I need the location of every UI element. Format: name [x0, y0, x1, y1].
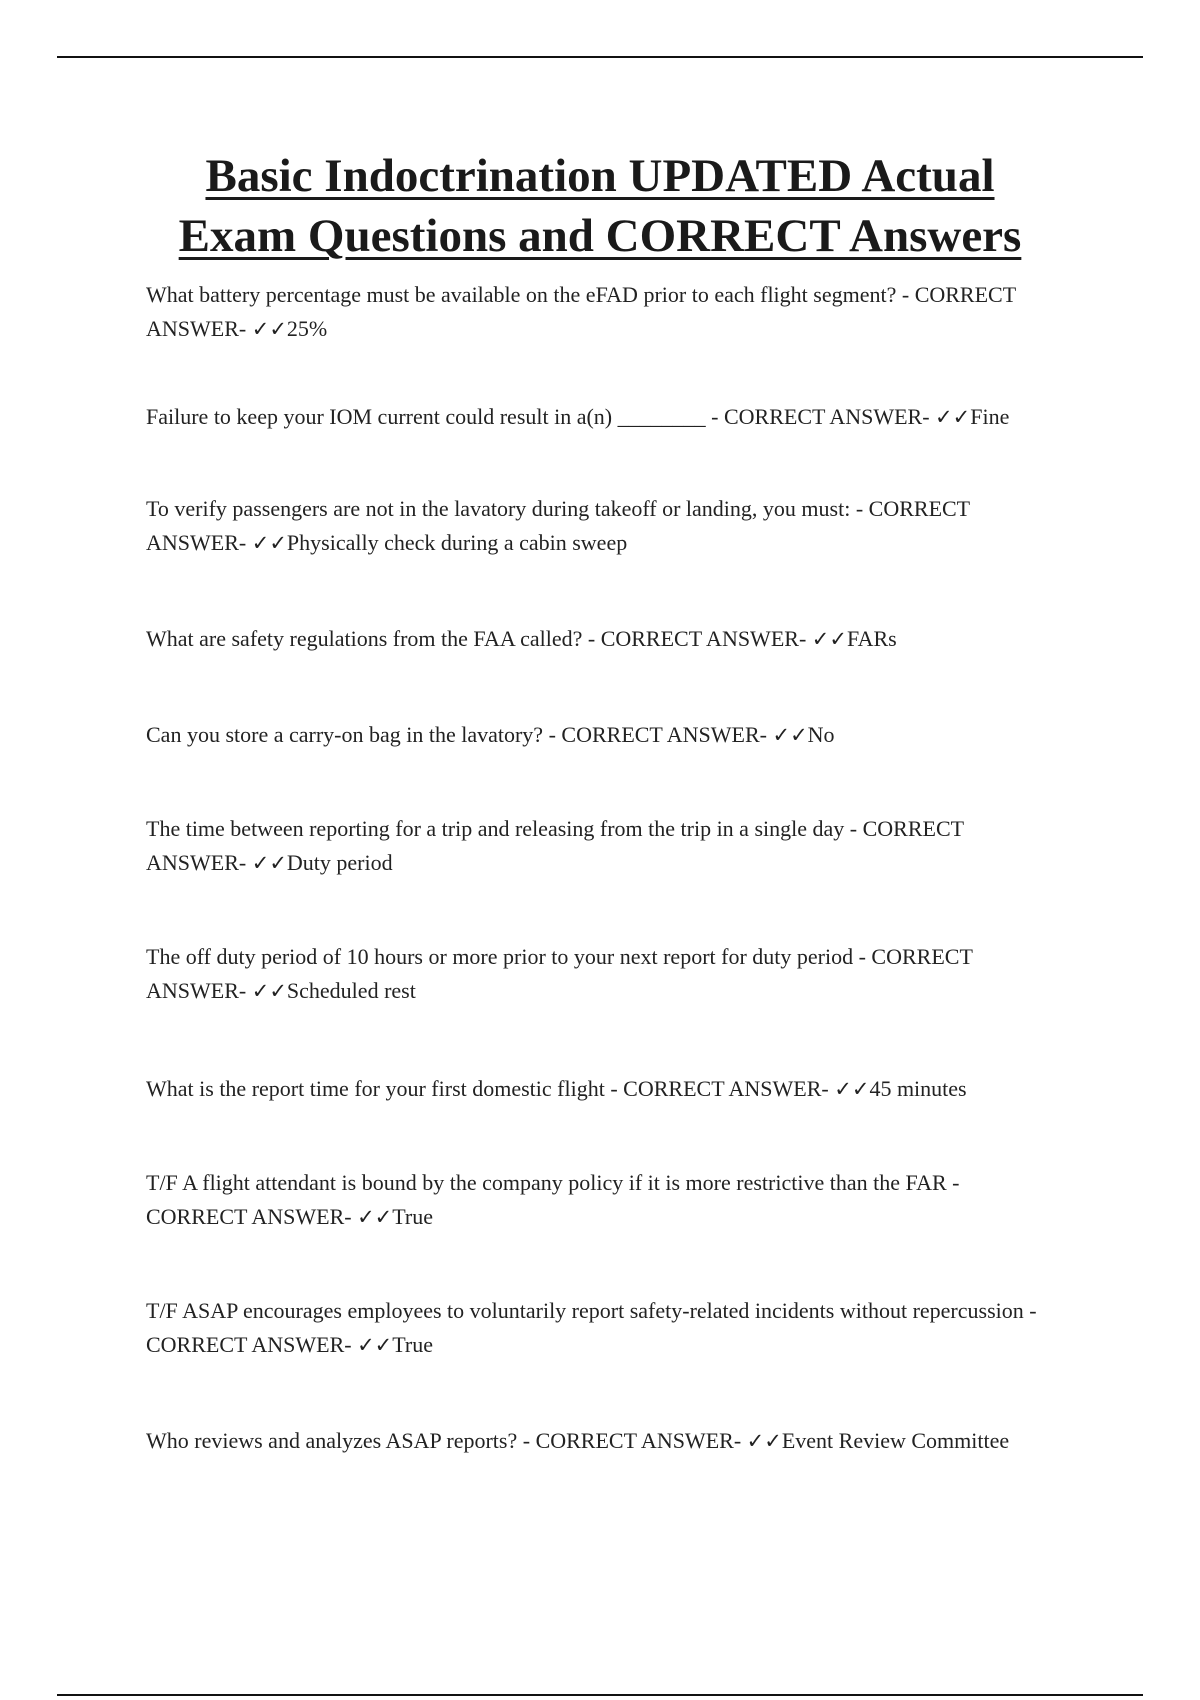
answer-separator: - CORRECT ANSWER- — [146, 496, 975, 555]
question-text: The time between reporting for a trip and releasing from the trip in a single day — [146, 816, 845, 841]
answer-text: Duty period — [286, 850, 393, 875]
check-marks-icon: ✓✓ — [811, 627, 847, 651]
answer-separator: - CORRECT ANSWER- — [582, 626, 812, 651]
answer-separator: - CORRECT ANSWER- — [146, 816, 968, 875]
answer-text: 45 minutes — [869, 1076, 967, 1101]
answer-separator: - CORRECT ANSWER- — [517, 1428, 747, 1453]
answer-separator: - CORRECT ANSWER- — [146, 282, 1021, 341]
check-marks-icon: ✓✓ — [251, 851, 287, 875]
qa-item — [146, 278, 1066, 346]
check-marks-icon: ✓✓ — [357, 1205, 393, 1229]
top-rule — [57, 56, 1143, 58]
answer-text: Physically check during a cabin sweep — [286, 530, 628, 555]
check-marks-icon: ✓✓ — [935, 405, 971, 429]
question-text: The off duty period of 10 hours or more prior to your next report for duty period — [146, 944, 854, 969]
answer-separator: - CORRECT ANSWER- — [604, 1076, 835, 1101]
qa-item — [146, 718, 1066, 752]
answer-text: Fine — [970, 404, 1010, 429]
qa-item — [146, 492, 1066, 560]
question-text: What is the report time for your first domestic flight — [146, 1076, 605, 1101]
check-marks-icon: ✓✓ — [834, 1077, 870, 1101]
title-line-2: Exam Questions and CORRECT Answers — [178, 210, 1022, 262]
check-marks-icon: ✓✓ — [251, 317, 287, 341]
qa-item — [146, 940, 1066, 1008]
title-line-1: Basic Indoctrination UPDATED Actual — [205, 150, 995, 202]
answer-text: True — [392, 1332, 434, 1357]
answer-separator: - CORRECT ANSWER- — [146, 944, 977, 1003]
answer-separator: - CORRECT ANSWER- — [146, 1170, 965, 1229]
qa-item — [146, 1166, 1066, 1234]
qa-item — [146, 812, 1066, 880]
question-text: Failure to keep your IOM current could result in a(n) ________ — [146, 404, 706, 429]
answer-text: No — [807, 722, 835, 747]
bottom-rule — [57, 1694, 1143, 1696]
check-marks-icon: ✓✓ — [746, 1429, 782, 1453]
question-text: Can you store a carry-on bag in the lavatory? — [146, 722, 544, 747]
question-text: Who reviews and analyzes ASAP reports? — [146, 1428, 518, 1453]
qa-item — [146, 1072, 1066, 1106]
question-text: T/F A flight attendant is bound by the company policy if it is more restrictive than the FAR — [146, 1170, 947, 1195]
question-text: T/F ASAP encourages employees to voluntarily report safety-related incidents without repercussion — [146, 1298, 1024, 1323]
question-text: To verify passengers are not in the lavatory during takeoff or landing, you must: — [146, 496, 851, 521]
check-marks-icon: ✓✓ — [251, 979, 287, 1003]
answer-text: Event Review Committee — [781, 1428, 1010, 1453]
answer-text: FARs — [846, 626, 897, 651]
answer-text: Scheduled rest — [286, 978, 416, 1003]
check-marks-icon: ✓✓ — [772, 723, 808, 747]
qa-item — [146, 1294, 1066, 1362]
question-text: What are safety regulations from the FAA called? — [146, 626, 583, 651]
check-marks-icon: ✓✓ — [357, 1333, 393, 1357]
question-text: What battery percentage must be available on the eFAD prior to each flight segment? — [146, 282, 897, 307]
answer-text: 25% — [286, 316, 328, 341]
answer-separator: - CORRECT ANSWER- — [543, 722, 773, 747]
check-marks-icon: ✓✓ — [251, 531, 287, 555]
answer-text: True — [392, 1204, 434, 1229]
qa-item — [146, 1424, 1066, 1458]
answer-separator: - CORRECT ANSWER- — [146, 1298, 1043, 1357]
qa-item — [146, 400, 1066, 434]
document-title — [0, 146, 1200, 266]
answer-separator: - CORRECT ANSWER- — [705, 404, 936, 429]
qa-item — [146, 622, 1066, 656]
qa-list — [146, 278, 1066, 1458]
